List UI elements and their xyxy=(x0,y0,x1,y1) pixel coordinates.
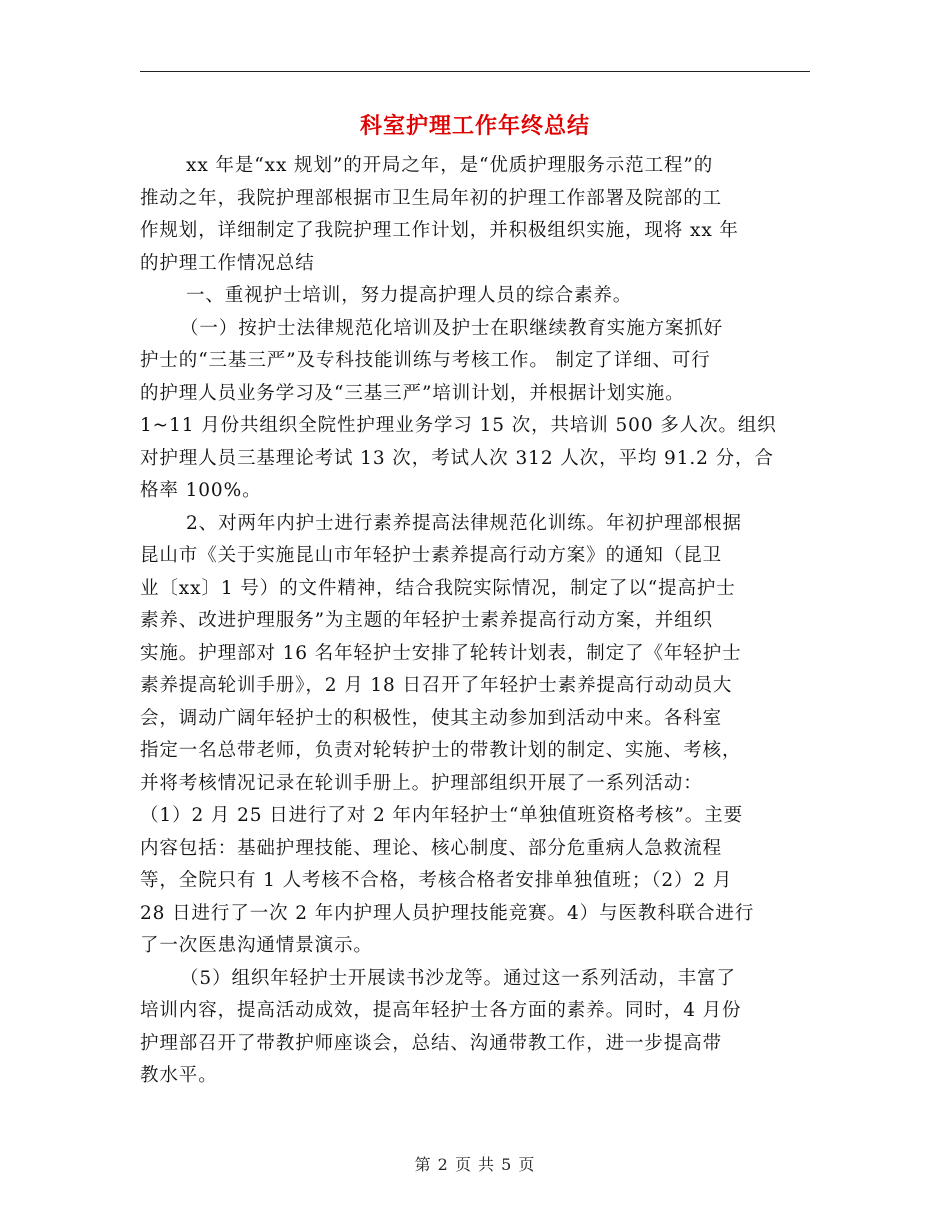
body-line: 内容包括：基础护理技能、理论、核心制度、部分危重病人急救流程 xyxy=(140,837,723,859)
body-line: （一）按护士法律规范化培训及护士在职继续教育实施方案抓好 xyxy=(180,317,724,339)
document-body xyxy=(140,150,810,1093)
body-line: xx 年是“xx 规划”的开局之年，是“优质护理服务示范工程”的 xyxy=(186,155,714,176)
body-line: 并将考核情况记录在轮训手册上。护理部组织开展了一系列活动： xyxy=(140,772,703,794)
body-line: 的护理工作情况总结 xyxy=(140,252,315,274)
body-line: 28 日进行了一次 2 年内护理人员护理技能竞赛。4）与医教科联合进行 xyxy=(140,902,755,924)
body-line: 会，调动广阔年轻护士的积极性，使其主动参加到活动中来。各科室 xyxy=(140,707,723,729)
body-line: 教水平。 xyxy=(140,1065,218,1086)
body-line: 1~11 月份共组织全院性护理业务学习 15 次，共培训 500 多人次。组织 xyxy=(140,415,777,436)
body-line: 素养、改进护理服务”为主题的年轻护士素养提高行动方案，并组织 xyxy=(140,610,713,631)
body-line: 对护理人员三基理论考试 13 次，考试人次 312 人次，平均 91.2 分，合 xyxy=(140,447,774,469)
page-number-footer: 第 2 页 共 5 页 xyxy=(414,1155,536,1174)
body-line: 推动之年，我院护理部根据市卫生局年初的护理工作部署及院部的工 xyxy=(140,187,723,209)
body-line: 作规划，详细制定了我院护理工作计划，并积极组织实施，现将 xx 年 xyxy=(140,220,739,241)
document-title: 科室护理工作年终总结 xyxy=(359,113,590,139)
body-line: 实施。护理部对 16 名年轻护士安排了轮转计划表，制定了《年轻护士 xyxy=(140,642,742,664)
header-rule xyxy=(140,71,810,72)
body-line: 培训内容，提高活动成效，提高年轻护士各方面的素养。同时，4 月份 xyxy=(140,1000,742,1021)
body-line: 护士的“三基三严”及专科技能训练与考核工作。 制定了详细、可行 xyxy=(140,350,711,371)
body-line: 等，全院只有 1 人考核不合格，考核合格者安排单独值班；（2）2 月 xyxy=(140,870,733,891)
body-line: （1）2 月 25 日进行了对 2 年内年轻护士“单独值班资格考核”。主要 xyxy=(140,805,743,826)
body-line: 的护理人员业务学习及“三基三严”培训计划，并根据计划实施。 xyxy=(140,382,685,404)
body-line: 指定一名总带老师，负责对轮转护士的带教计划的制定、实施、考核， xyxy=(140,740,742,761)
body-line: （5）组织年轻护士开展读书沙龙等。通过这一系列活动，丰富了 xyxy=(180,967,736,989)
body-line: 业〔xx〕1 号）的文件精神，结合我院实际情况，制定了以“提高护士 xyxy=(140,577,736,599)
body-line: 素养提高轮训手册》，2 月 18 日召开了年轻护士素养提高行动动员大 xyxy=(140,675,733,696)
body-line: 2、对两年内护士进行素养提高法律规范化训练。年初护理部根据 xyxy=(186,512,742,534)
body-line: 格率 100%。 xyxy=(140,480,262,501)
body-line: 护理部召开了带教护师座谈会，总结、沟通带教工作，进一步提高带 xyxy=(140,1032,723,1054)
body-line: 一、重视护士培训，努力提高护理人员的综合素养。 xyxy=(186,285,633,306)
body-line: 昆山市《关于实施昆山市年轻护士素养提高行动方案》的通知（昆卫 xyxy=(140,545,723,566)
body-line: 了一次医患沟通情景演示。 xyxy=(140,935,373,956)
